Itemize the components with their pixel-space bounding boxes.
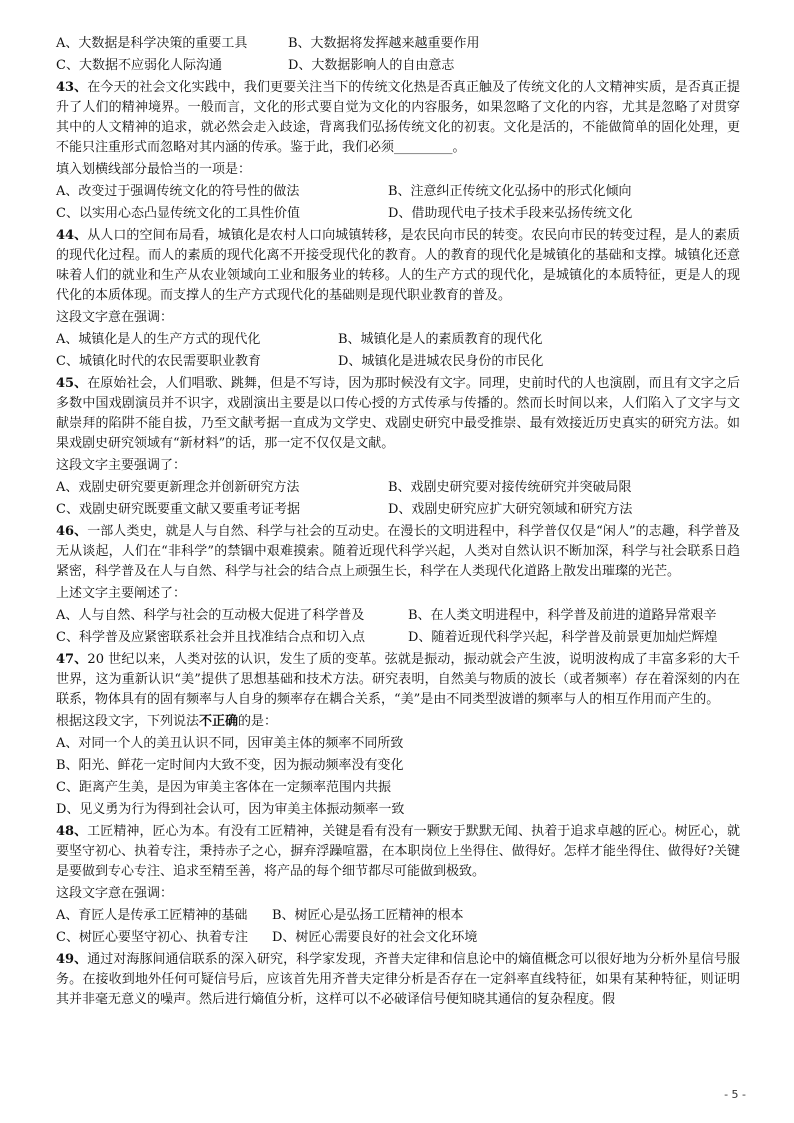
- q46-option-a: A、人与自然、科学与社会的互动极大促进了科学普及: [56, 608, 365, 623]
- q45-options-row-2: [56, 500, 740, 520]
- q46-stem: [56, 522, 740, 582]
- q42-option-a: A、大数据是科学决策的重要工具: [56, 36, 248, 51]
- q45-option-b: B、戏剧史研究要对接传统研究并突破局限: [388, 480, 632, 495]
- q48-text: 工匠精神，匠心为本。有没有工匠精神，关键是看有没有一颗安于默默无闻、执着于追求卓越的匠心。树匠心，就要坚守初心、执着专注，秉持赤子之心，摒弃浮躁喧嚣，在本职岗位上坐得住、做得好。怎样才能坐得住、做得好?关键是要做到专心专注、追求至精至善，将产品的每个细节都尽可能做到极致。: [56, 824, 740, 879]
- q43-option-a: A、改变过于强调传统文化的符号性的做法: [56, 184, 300, 199]
- q48-options-row-1: [56, 906, 740, 926]
- q47-option-d: D、见义勇为行为得到社会认可，因为审美主体振动频率一致: [56, 802, 405, 817]
- q47-stem: [56, 650, 740, 710]
- q44-stem: [56, 226, 740, 306]
- q47-prompt-pre: 根据这段文字，下列说法: [56, 714, 200, 729]
- q44-number: 44、: [56, 228, 88, 243]
- q48-number: 48、: [56, 824, 88, 839]
- q48-option-b: B、树匠心是弘扬工匠精神的根本: [272, 908, 464, 923]
- q45-number: 45、: [56, 376, 88, 391]
- q43-option-d: D、借助现代电子技术手段来弘扬传统文化: [388, 206, 633, 221]
- q47-number: 47、: [56, 652, 88, 667]
- q46-options-row-2: [56, 628, 740, 648]
- q44-option-a: A、城镇化是人的生产方式的现代化: [56, 332, 261, 347]
- q48-option-a: A、育匠人是传承工匠精神的基础: [56, 908, 248, 923]
- q44-prompt: 这段文字意在强调：: [56, 310, 174, 325]
- q43-option-c: C、以实用心态凸显传统文化的工具性价值: [56, 206, 300, 221]
- q47-text: 20 世纪以来，人类对弦的认识，发生了质的变革。弦就是振动，振动就会产生波，说明波构成了丰富多彩的大千世界，这为重新认识“美”提供了思想基础和技术方法。研究表明，自然美与物质的波长（或者频率）存在着深刻的内在联系，物体具有的固有频率与人自身的频率存在耦合关系，“美”是由不同类型波谱的频率与人的相互作用而产生的。: [56, 652, 740, 707]
- q44-text: 从人口的空间布局看，城镇化是农村人口向城镇转移，是农民向市民的转变。农民向市民的转变过程，是人的素质的现代化过程。而人的素质的现代化离不开接受现代化的教育。人的教育的现代化是城镇化的基础和支撑。城镇化还意味着人们的就业和生产从农业领域向工业和服务业的转移。人的生产方式的现代化，是城镇化的本质特征，更是人的现代化的本质体现。而支撑人的生产方式现代化的基础则是现代职业教育的普及。: [56, 228, 740, 303]
- q44-options-row-1: [56, 330, 740, 350]
- q47-option-c: C、距离产生美，是因为审美主客体在一定频率范围内共振: [56, 780, 391, 795]
- q49-number: 49、: [56, 952, 88, 967]
- q47-option-a: A、对同一个人的美丑认识不同，因审美主体的频率不同所致: [56, 736, 404, 751]
- q49-stem: [56, 950, 740, 1010]
- q43-options-row-1: [56, 182, 740, 202]
- q44-option-b: B、城镇化是人的素质教育的现代化: [338, 332, 543, 347]
- q43-text: 在今天的社会文化实践中，我们更要关注当下的传统文化热是否真正触及了传统文化的人文精神实质，是否真正提升了人们的精神境界。一般而言，文化的形式要自觉为文化的内容服务，如果忽略了文化的内容，尤其是忽略了对贯穿其中的人文精神的追求，就必然会走入歧途，背离我们弘扬传统文化的初衷。文化是活的，不能做简单的固化处理，更不能只注重形式而忽略对其内涵的传承。鉴于此，我们必须_________。: [56, 80, 740, 155]
- q42-option-c: C、大数据不应弱化人际沟通: [56, 58, 222, 73]
- q46-prompt: 上述文字主要阐述了：: [56, 586, 187, 601]
- document-page: [56, 34, 740, 1012]
- q44-options-row-2: [56, 352, 740, 372]
- q47-prompt-post: 的是：: [238, 714, 278, 729]
- q43-number: 43、: [56, 80, 88, 95]
- q46-option-b: B、在人类文明进程中，科学普及前进的道路异常艰辛: [408, 608, 717, 623]
- q43-prompt: 填入划横线部分最恰当的一项是：: [56, 162, 252, 177]
- q45-option-a: A、戏剧史研究要更新理念并创新研究方法: [56, 480, 300, 495]
- q43-stem: [56, 78, 740, 158]
- q48-options-row-2: [56, 928, 740, 948]
- q49-text: 通过对海豚间通信联系的深入研究，科学家发现，齐普夫定律和信息论中的熵值概念可以很好地为分析外星信号服务。在接收到地外任何可疑信号后，应该首先用齐普夫定律分析是否存在一定斜率直线特征，如果有某种特征，则证明其并非毫无意义的噪声。然后进行熵值分析，这样可以不必破译信号便知晓其通信的复杂程度。假: [56, 952, 740, 1007]
- q48-option-d: D、树匠心需要良好的社会文化环境: [272, 930, 478, 945]
- q42-option-b: B、大数据将发挥越来越重要作用: [288, 36, 480, 51]
- q42-options-row-2: [56, 56, 740, 76]
- q43-option-b: B、注意纠正传统文化弘扬中的形式化倾向: [388, 184, 632, 199]
- q42-option-d: D、大数据影响人的自由意志: [288, 58, 455, 73]
- q48-prompt: 这段文字意在强调：: [56, 886, 174, 901]
- q48-option-c: C、树匠心要坚守初心、执着专注: [56, 930, 248, 945]
- q45-options-row-1: [56, 478, 740, 498]
- q46-option-d: D、随着近现代科学兴起，科学普及前景更加灿烂辉煌: [408, 630, 718, 645]
- q48-stem: [56, 822, 740, 882]
- q46-text: 一部人类史，就是人与自然、科学与社会的互动史。在漫长的文明进程中，科学普仅仅是“闲人”的志趣，科学普及无从谈起，人们在“非科学”的禁锢中艰难摸索。随着近现代科学兴起，人类对自然认识不断加深，科学与社会联系日趋紧密，科学普及在人与自然、科学与社会的结合点上顽强生长，科学在人类现代化道路上散发出璀璨的光芒。: [56, 524, 741, 579]
- q44-option-d: D、城镇化是进城农民身份的市民化: [338, 354, 544, 369]
- q47-prompt: [56, 712, 740, 732]
- q45-text: 在原始社会，人们唱歌、跳舞，但是不写诗，因为那时候没有文字。同理，史前时代的人也演剧，而且有文字之后多数中国戏剧演员并不识字，戏剧演出主要是以口传心授的方式传承与传播的。然而长时间以来，人们陷入了文字与文献崇拜的陷阱不能自拔，乃至文献考据一直成为文学史、戏剧史研究中最受推崇、最有效接近历史真实的研究方法。如果戏剧史研究领域有“新材料”的话，那一定不仅仅是文献。: [56, 376, 740, 451]
- q46-number: 46、: [56, 524, 88, 539]
- q45-option-c: C、戏剧史研究既要重文献又要重考证考据: [56, 502, 300, 517]
- q47-option-b: B、阳光、鲜花一定时间内大致不变，因为振动频率没有变化: [56, 758, 404, 773]
- q45-option-d: D、戏剧史研究应扩大研究领域和研究方法: [388, 502, 633, 517]
- q44-option-c: C、城镇化时代的农民需要职业教育: [56, 354, 261, 369]
- q47-prompt-emphasis: 不正确: [199, 714, 239, 729]
- q42-options-row-1: [56, 34, 740, 54]
- q46-options-row-1: [56, 606, 740, 626]
- page-number: - 5 -: [724, 1088, 746, 1101]
- q46-option-c: C、科学普及应紧密联系社会并且找准结合点和切入点: [56, 630, 365, 645]
- q45-prompt: 这段文字主要强调了：: [56, 458, 187, 473]
- q43-options-row-2: [56, 204, 740, 224]
- q45-stem: [56, 374, 740, 454]
